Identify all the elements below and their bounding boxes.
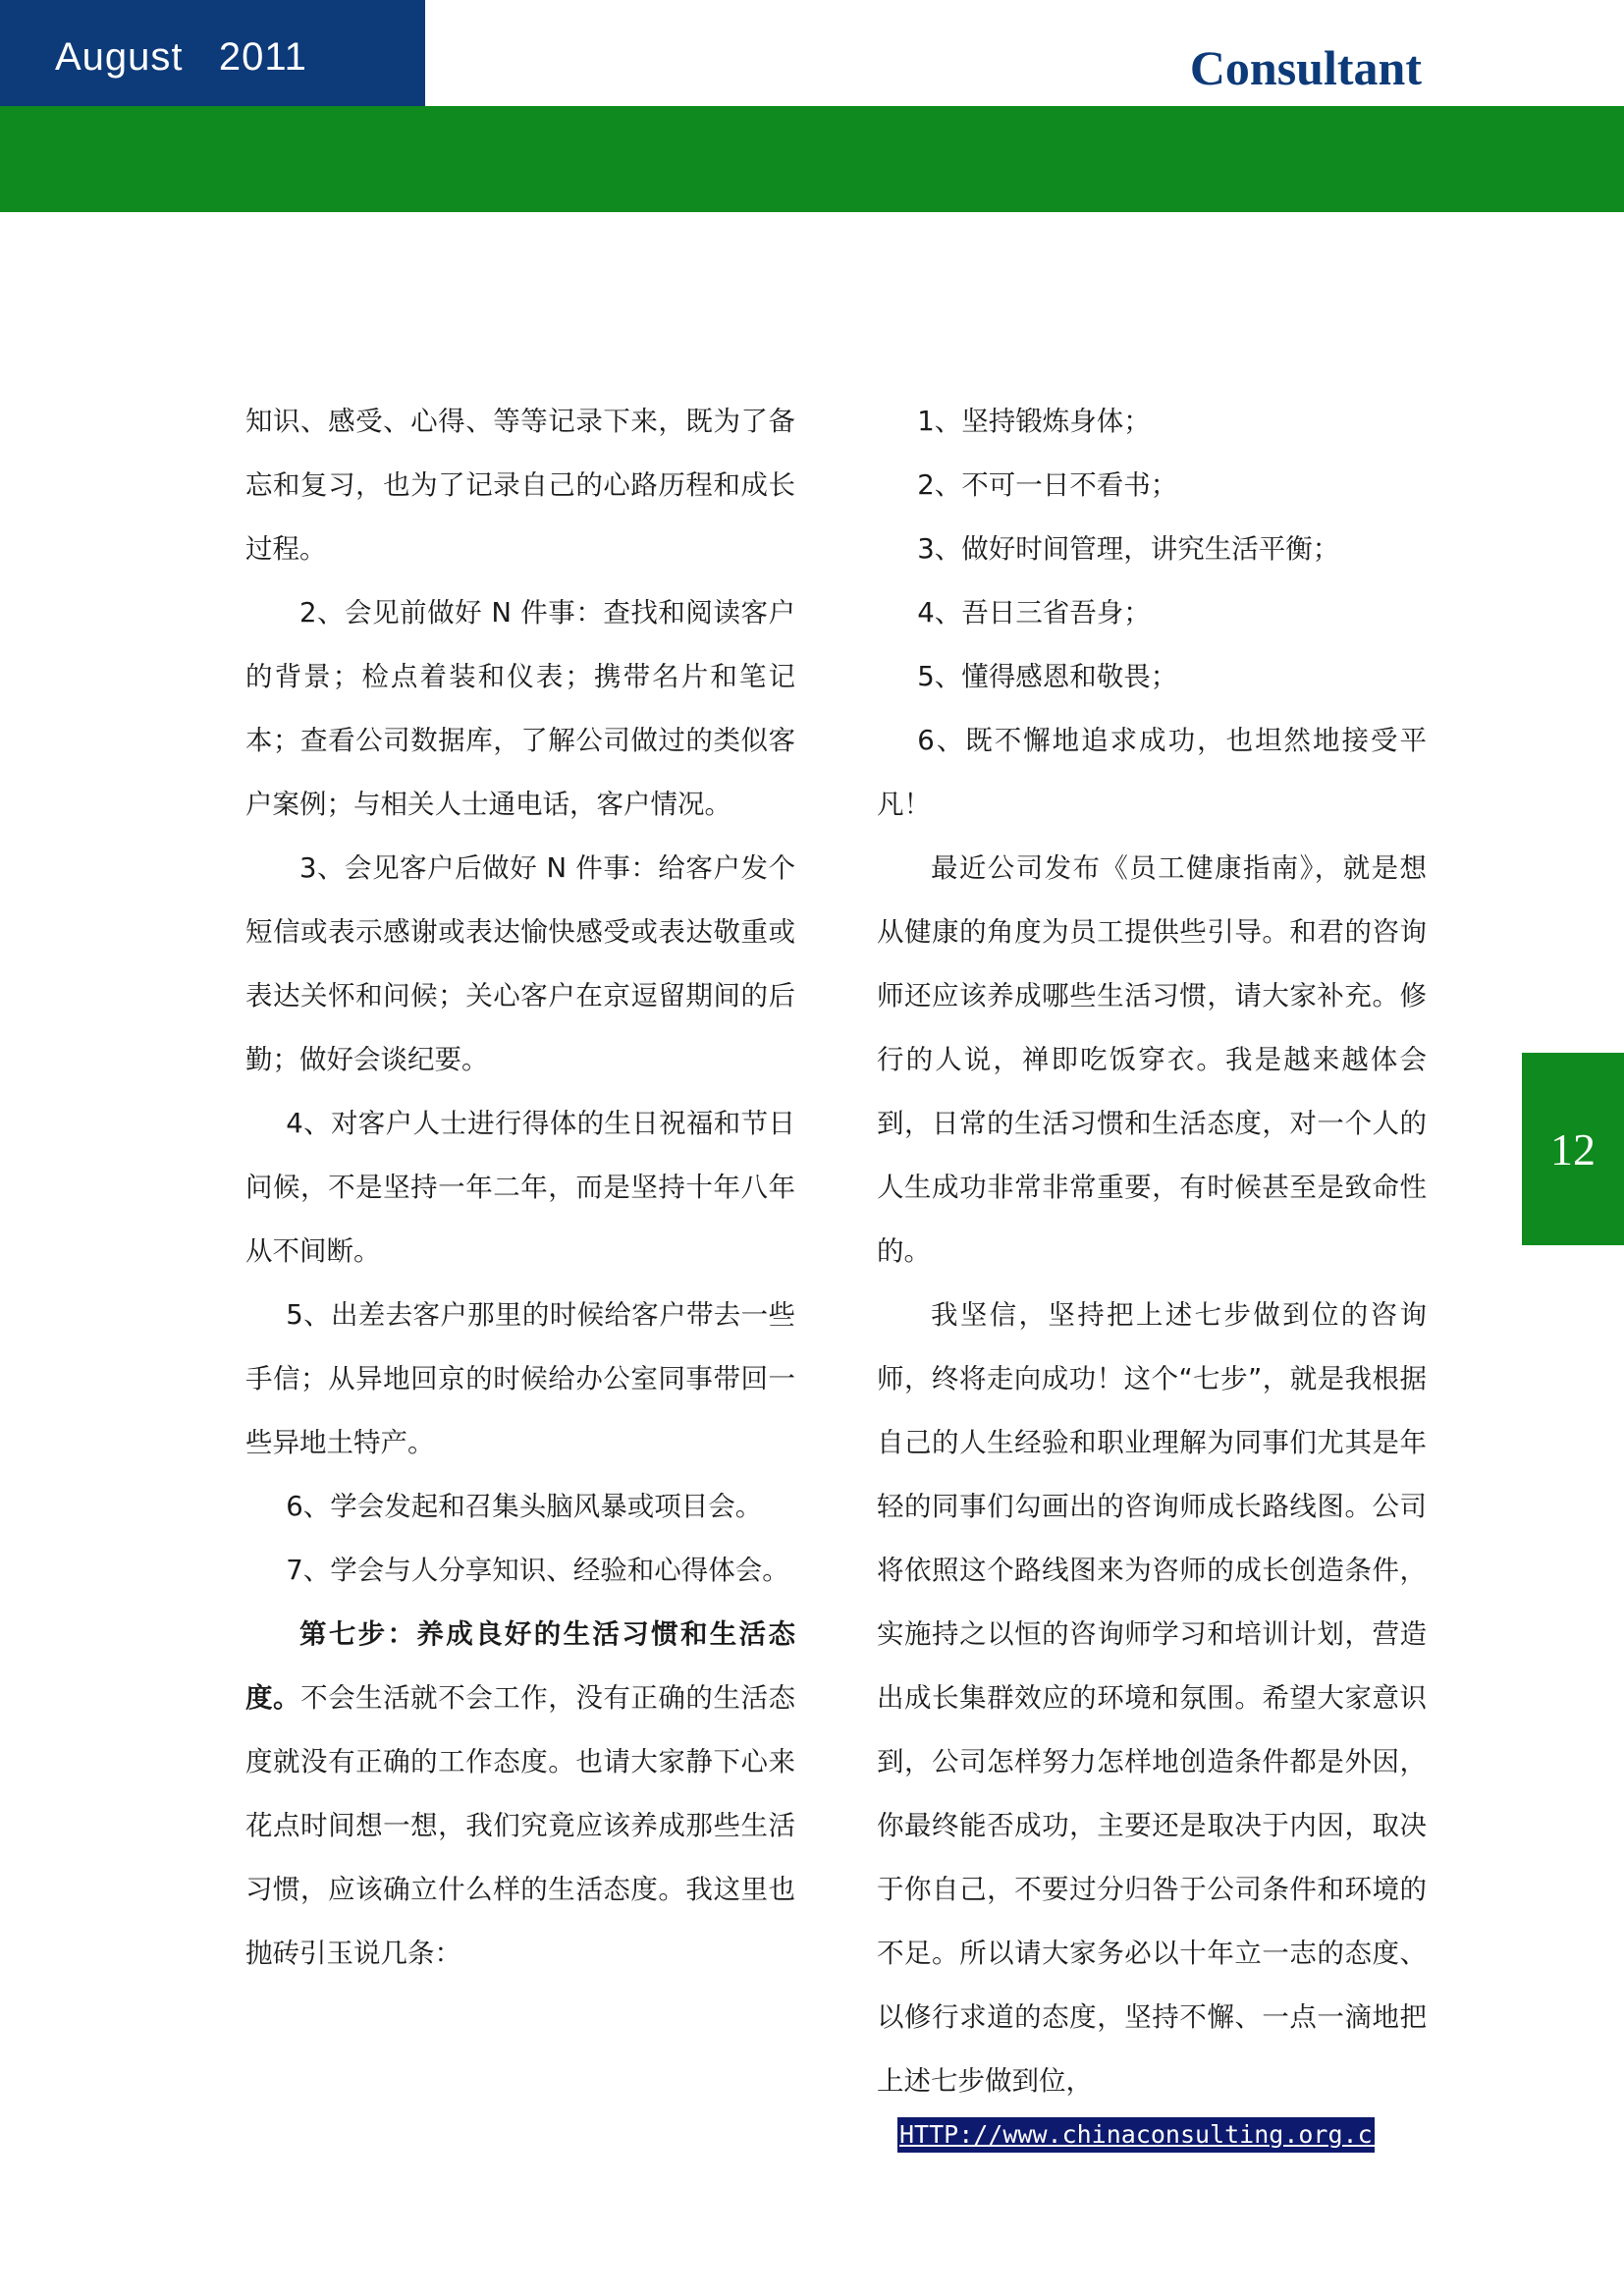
left-column	[245, 390, 795, 1986]
list-item: 6、既不懈地追求成功，也坦然地接受平凡！	[877, 725, 1427, 820]
paragraph: 7、学会与人分享知识、经验和心得体会。	[286, 1555, 789, 1586]
right-column	[877, 390, 1427, 2113]
step7-heading: 第七步：养成良好的生活习惯和生活态度。	[245, 1618, 795, 1714]
list-item: 4、吾日三省吾身；	[917, 597, 1151, 629]
paragraph: 3、会见客户后做好 N 件事：给客户发个短信或表示感谢或表达愉快感受或表达敬重或表达关怀和问候；关心客户在京逗留期间的后勤；做好会谈纪要。	[245, 852, 795, 1075]
website-link[interactable]: HTTP://www.chinaconsulting.org.cn	[897, 2117, 1375, 2153]
list-item: 2、不可一日不看书；	[917, 469, 1178, 501]
paragraph: 最近公司发布《员工健康指南》，就是想从健康的角度为员工提供些引导。和君的咨询师还应该养成哪些生活习惯，请大家补充。修行的人说，禅即吃饭穿衣。我是越来越体会到，日常的生活习惯和生活态度，对一个人的人生成功非常非常重要，有时候甚至是致命性的。	[877, 852, 1427, 1267]
paragraph: 2、会见前做好 N 件事：查找和阅读客户的背景；检点着装和仪表；携带名片和笔记本；查看公司数据库，了解公司做过的类似客户案例；与相关人士通电话，客户情况。	[245, 597, 795, 820]
issue-date	[55, 35, 307, 80]
header-date-block	[0, 0, 425, 106]
step7-paragraph	[245, 1603, 795, 1986]
header-band	[0, 106, 1624, 212]
page-number: 12	[1522, 1053, 1624, 1245]
list-item: 1、坚持锻炼身体；	[917, 406, 1151, 437]
issue-month: August	[55, 35, 184, 79]
paragraph: 6、学会发起和召集头脑风暴或项目会。	[286, 1491, 763, 1522]
list-item: 5、懂得感恩和敬畏；	[917, 661, 1178, 692]
list-item: 3、做好时间管理，讲究生活平衡；	[917, 533, 1340, 565]
paragraph: 4、对客户人士进行得体的生日祝福和节日问候，不是坚持一年二年，而是坚持十年八年从不间断。	[245, 1108, 795, 1267]
issue-year: 2011	[218, 35, 307, 79]
publication-title: Consultant	[1189, 40, 1422, 95]
paragraph: 我坚信，坚持把上述七步做到位的咨询师，终将走向成功！这个“七步”，就是我根据自己的人生经验和职业理解为同事们尤其是年轻的同事们勾画出的咨询师成长路线图。公司将依照这个路线图来为咨师的成长创造条件，实施持之以恒的咨询师学习和培训计划，营造出成长集群效应的环境和氛围。希望大家意识到，公司怎样努力怎样地创造条件都是外因，你最终能否成功，主要还是取决于内因，取决于你自己，不要过分归咎于公司条件和环境的不足。所以请大家务必以十年立一志的态度、以修行求道的态度，坚持不懈、一点一滴地把上述七步做到位，	[877, 1299, 1427, 2097]
paragraph: 5、出差去客户那里的时候给客户带去一些手信；从异地回京的时候给办公室同事带回一些异地土特产。	[245, 1299, 795, 1458]
paragraph: 知识、感受、心得、等等记录下来，既为了备忘和复习，也为了记录自己的心路历程和成长过程。	[245, 406, 795, 565]
step7-body: 不会生活就不会工作，没有正确的生活态度就没有正确的工作态度。也请大家静下心来花点时间想一想，我们究竟应该养成那些生活习惯，应该确立什么样的生活态度。我这里也抛砖引玉说几条：	[245, 1682, 796, 1969]
